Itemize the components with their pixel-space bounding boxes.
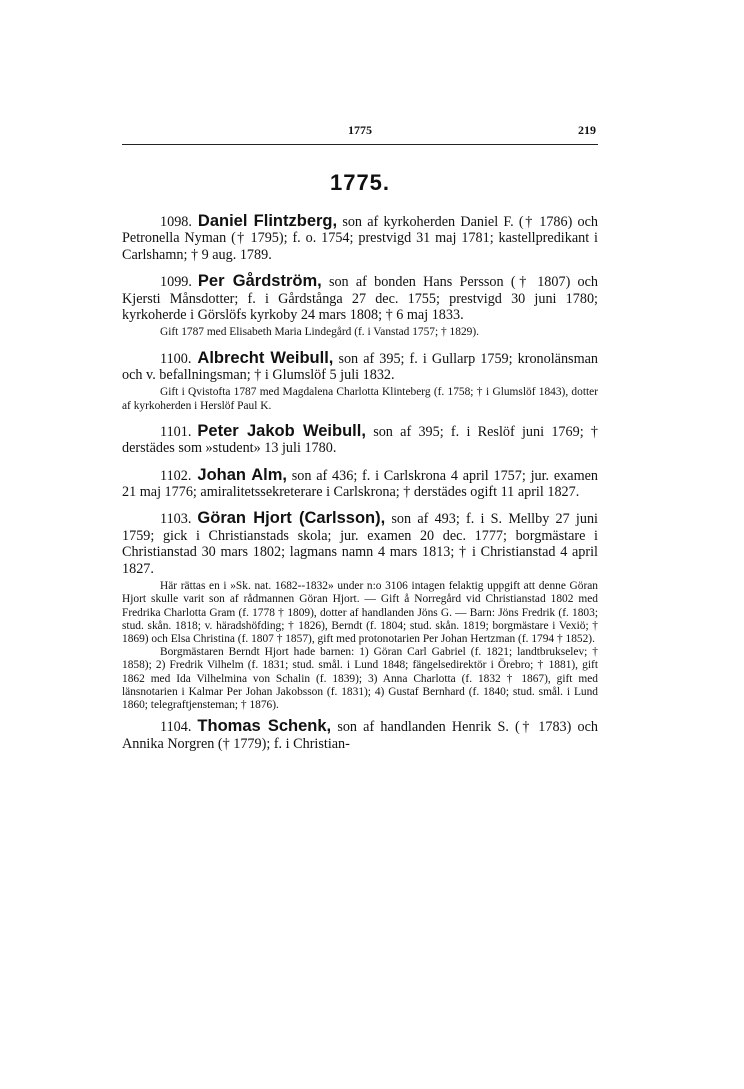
entry-number: 1098. [160,214,192,230]
entry-text: son af bonden Hans Persson († 1807) och Kjersti Månsdotter; f. i Gårdstånga 27 dec. 1755; prestvigd 30 juni 1780; kyrkoherde i Görslöfs kyrkoby 24 mars 1808; † 6 maj 1833. [122,274,598,324]
entry-number: 1100. [160,350,192,367]
entry-text: son af 436; f. i Carlskrona 4 april 1757; jur. examen 21 maj 1776; amiralitetssekreterare i Carlskrona; † derstädes ogift 11 april 1827. [122,467,599,501]
entry-text: son af 493; f. i S. Mellby 27 juni 1759; gick i Christianstads skola; jur. examen 20 dec. 1777; borgmästare i Christianstad 30 mars 1802; lagmans namn 4 mars 1813; † i Christianstad 4 april 1827. [122,511,598,577]
entry-1101 [122,423,598,457]
entry-number: 1101. [160,423,192,440]
entry-note: Gift 1787 med Elisabeth Maria Lindegård (f. i Vanstad 1757; † 1829). [160,326,479,339]
entry-number: 1104. [160,719,192,736]
entry-name: Per Gårdström, [197,272,322,291]
entry-name: Albrecht Weibull, [197,348,334,367]
entry-1104 [122,718,598,752]
entry-name: Johan Alm, [197,465,287,484]
entry-number: 1103. [160,511,192,528]
running-year: 1775 [348,123,372,137]
entry-name: Göran Hjort (Carlsson), [197,509,386,528]
entry-1100 [122,350,598,384]
entry-1102 [122,467,598,501]
book-page [122,112,598,752]
entry-name: Daniel Flintzberg, [197,212,338,230]
entry-number: 1102. [160,467,192,484]
entry-text: son af kyrkoherden Daniel F. († 1786) och Petronella Nyman († 1795); f. o. 1754; prestvigd 31 maj 1781; kastellpredikant i Carlshamn; † 9 aug. 1789. [122,214,599,263]
entry-note-children: Borgmästaren Berndt Hjort hade barnen: 1) Göran Carl Gabriel (f. 1821; landtbrukselev; † 1858); 2) Fredrik Vilhelm (f. 1831; stud. smål. i Lund 1848; fängelsedirektör i Örebro; † 1881), gift 1862 med Ida Vilhelmina von Schalin (f. 1839); 3) Anna Charlotta (f. 1832 † 1867), gift med länsnotarien i Kalmar Per Johan Jakobsson (f. 1831); 4) Gustaf Bernhard (f. 1840; stud. smål. i Lund 1860; telegraftjensteman; † 1876). [122,646,598,711]
entry-note: Gift i Qvistofta 1787 med Magdalena Charlotta Klinteberg (f. 1758; † i Glumslöf 1843), dotter af kyrkoherden i Herslöf Paul K. [122,386,598,412]
entry-1103 [122,510,598,577]
entry-note: Här rättas en i »Sk. nat. 1682--1832» under n:o 3106 intagen felaktig uppgift att denne Göran Hjort skulle varit son af rådmannen Göran Hjort. — Gift å Norregård vid Christianstad 1802 med Fredrika Charlotta Gram (f. 1778 † 1809), dotter af handlanden Jöns G. — Barn: Jöns Fredrik (f. 1803; stud. skån. 1818; v. häradshöfding; † 1826), Berndt (f. 1804; stud. skån. 1819; borgmästare i Vexiö; † 1869) och Elsa Christina (f. 1807 † 1857), gift med protonotarien Per Johan Hertzman (f. 1794 † 1852). [122,580,598,645]
running-head [122,112,598,137]
entry-number: 1099. [160,274,192,291]
entry-1099 [122,273,598,323]
header-rule [122,144,598,145]
entry-text: son af 395; f. i Reslöf juni 1769; † derstädes som »student» 13 juli 1780. [122,423,598,457]
entry-1098 [122,213,598,263]
page-number: 219 [578,123,596,137]
entry-name: Thomas Schenk, [197,717,332,736]
entry-text: son af handlanden Henrik S. († 1783) och Annika Norgren († 1779); f. i Christian- [122,719,598,752]
entry-name: Peter Jakob Weibull, [197,421,366,440]
entry-text: son af 395; f. i Gullarp 1759; kronolänsman och v. befallningsman; † i Glumslöf 5 juli 1832. [122,350,599,384]
section-year-heading: 1775. [329,170,391,195]
